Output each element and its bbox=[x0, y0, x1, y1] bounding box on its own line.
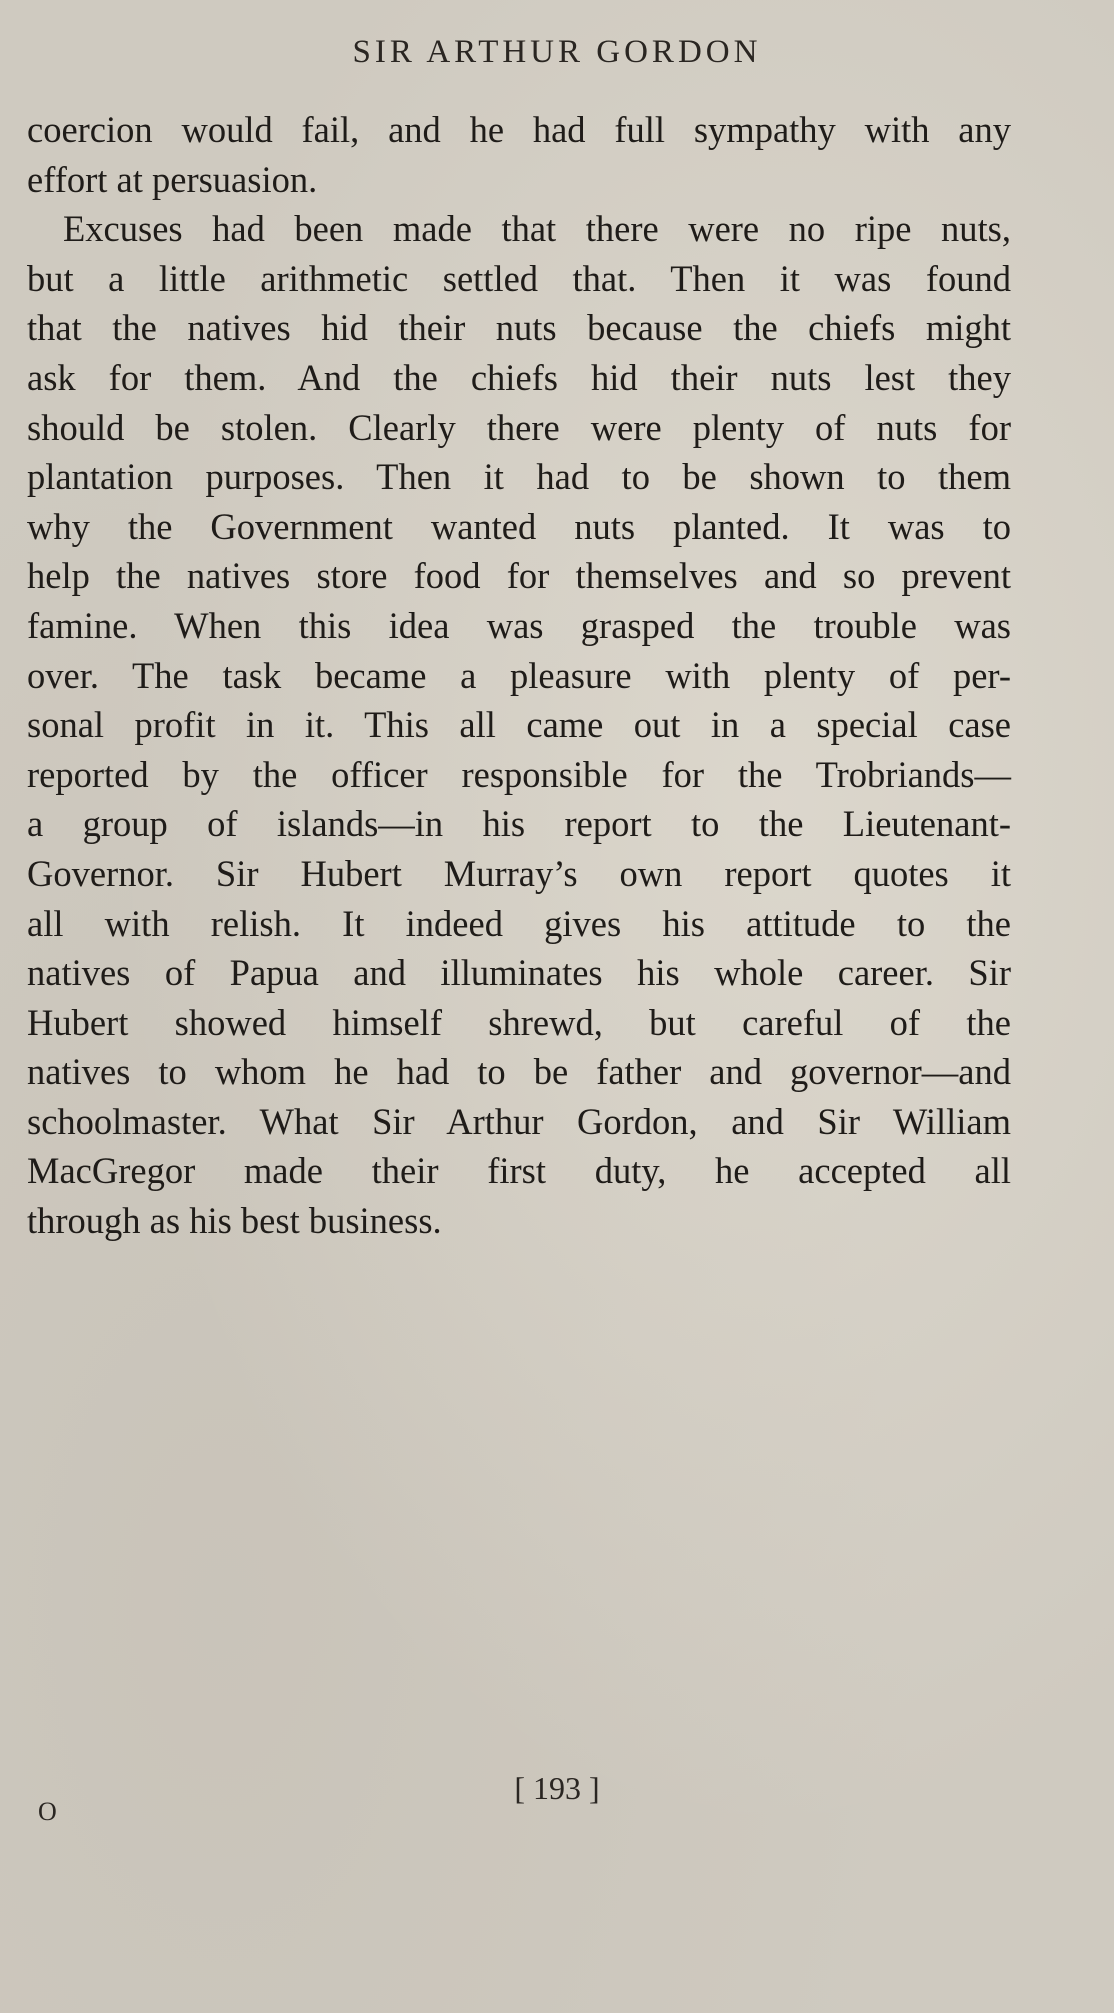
text-line: through as his best business. bbox=[27, 1200, 442, 1242]
text-line: but a little arithmetic settled that. Then it was found bbox=[27, 257, 1011, 299]
text-line: over. The task became a pleasure with plenty of per- bbox=[27, 654, 1011, 696]
text-line: plantation purposes. Then it had to be shown to them bbox=[27, 456, 1011, 498]
text-line: ask for them. And the chiefs hid their nuts lest they bbox=[27, 356, 1011, 398]
text-line: that the natives hid their nuts because the chiefs might bbox=[27, 307, 1011, 349]
text-line: sonal profit in it. This all came out in a special case bbox=[27, 704, 1011, 746]
running-head: SIR ARTHUR GORDON bbox=[352, 34, 762, 70]
text-line: coercion would fail, and he had full sympathy with any bbox=[27, 109, 1011, 150]
text-line: MacGregor made their first duty, he accepted all bbox=[27, 1150, 1011, 1192]
page-number: [ 193 ] bbox=[514, 1770, 600, 1806]
text-line: natives of Papua and illuminates his whole career. Sir bbox=[27, 952, 1011, 994]
text-line: a group of islands—in his report to the Lieutenant- bbox=[27, 803, 1011, 845]
text-line: Governor. Sir Hubert Murray’s own report quotes it bbox=[27, 852, 1011, 894]
signature-mark: O bbox=[38, 1797, 57, 1826]
text-line: Hubert showed himself shrewd, but careful of the bbox=[27, 1001, 1011, 1043]
text-line: schoolmaster. What Sir Arthur Gordon, and Sir William bbox=[27, 1100, 1011, 1142]
text-line: effort at persuasion. bbox=[27, 158, 318, 200]
body-text bbox=[27, 105, 1011, 1246]
text-line: famine. When this idea was grasped the trouble was bbox=[27, 604, 1011, 646]
text-line: natives to whom he had to be father and governor—and bbox=[27, 1051, 1011, 1093]
text-line: Excuses had been made that there were no ripe nuts, bbox=[63, 208, 1011, 250]
text-line: reported by the officer responsible for the Trobriands— bbox=[27, 753, 1011, 795]
text-line: help the natives store food for themselves and so prevent bbox=[27, 555, 1011, 597]
text-line: should be stolen. Clearly there were plenty of nuts for bbox=[27, 406, 1011, 448]
text-line: all with relish. It indeed gives his attitude to the bbox=[27, 902, 1011, 944]
text-line: why the Government wanted nuts planted. It was to bbox=[27, 505, 1011, 547]
